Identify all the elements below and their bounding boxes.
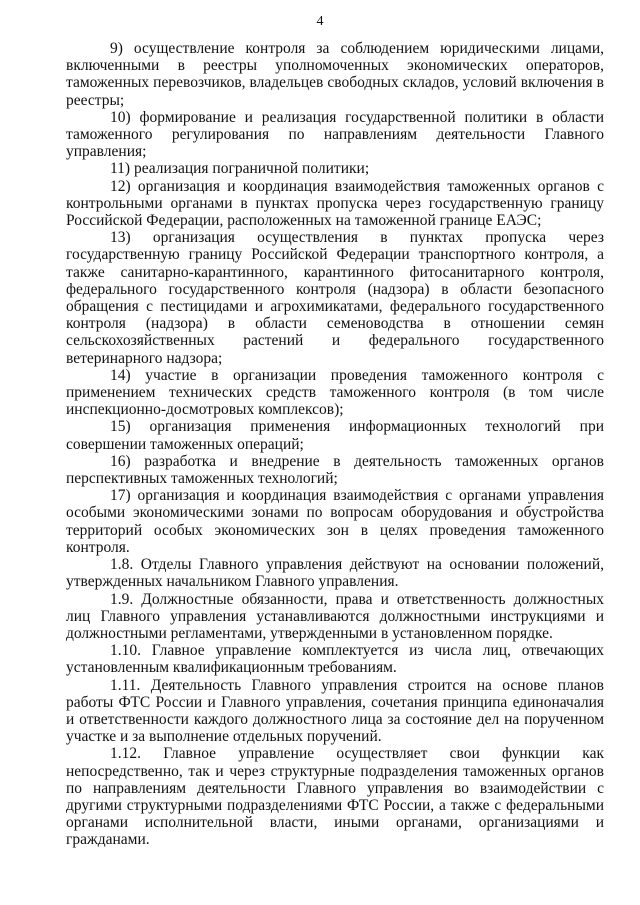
page-number: 4 [316, 14, 324, 29]
paragraph-1-12: 1.12. Главное управление осуществляет свои функции как непосредственно, так и через структурные подразделения таможенных органов по направлениям деятельности Главного управления во взаимодействии с другими структурными подразделениями ФТС России, а также с федеральными органами исполнительной власти, иными органами, организациями и гражданами. [66, 745, 604, 849]
body-text [66, 40, 604, 849]
paragraph-1-8: 1.8. Отделы Главного управления действуют на основании положений, утвержденных начальником Главного управления. [66, 556, 604, 591]
paragraph-item-16: 16) разработка и внедрение в деятельность таможенных органов перспективных таможенных технологий; [66, 452, 604, 488]
paragraph-item-11: 11) реализация пограничной политики; [110, 160, 370, 178]
paragraph-item-15: 15) организация применения информационных технологий при совершении таможенных операций; [66, 418, 604, 453]
paragraph-1-10: 1.10. Главное управление комплектуется из числа лиц, отвечающих установленным квалификационным требованиям. [66, 642, 604, 677]
paragraph-item-17: 17) организация и координация взаимодействия с органами управления особыми экономическими зонами по вопросам оборудования и обустройства территорий особых экономических зон в целях проведения таможенного контроля. [66, 487, 604, 556]
paragraph-item-9: 9) осуществление контроля за соблюдением юридическими лицами, включенными в реестры уполномоченных экономических операторов, таможенных перевозчиков, владельцев свободных складов, условий включения в реестры; [66, 40, 604, 109]
paragraph-item-12: 12) организация и координация взаимодействия таможенных органов с контрольными органами в пунктах пропуска через государственную границу Российской Федерации, расположенных на таможенной границе ЕАЭС; [66, 177, 604, 230]
paragraph-item-14: 14) участие в организации проведения таможенного контроля с применением технических средств таможенного контроля (в том числе инспекционно-досмотровых комплексов); [66, 366, 604, 419]
paragraph-item-13: 13) организация осуществления в пунктах пропуска через государственную границу Российской Федерации транспортного контроля, а также санитарно-карантинного, карантинного фитосанитарного контроля, федерального государственного контроля (надзора) в области безопасного обращения с пестицидами и агрохимикатами, федерального государственного контроля (надзора) в области семеноводства в отношении семян сельскохозяйственных растений и федерального государственного ветеринарного надзора; [66, 229, 604, 367]
paragraph-1-9: 1.9. Должностные обязанности, права и ответственность должностных лиц Главного управления устанавливаются должностными инструкциями и должностными регламентами, утвержденными в установленном порядке. [66, 590, 604, 642]
paragraph-item-10: 10) формирование и реализация государственной политики в области таможенного регулирования по направлениям деятельности Главного управления; [66, 108, 604, 161]
paragraph-1-11: 1.11. Деятельность Главного управления строится на основе планов работы ФТС России и Главного управления, сочетания принципа единоначалия и ответственности каждого должностного лица за состояние дел на порученном участке и за выполнение отдельных поручений. [66, 676, 604, 746]
